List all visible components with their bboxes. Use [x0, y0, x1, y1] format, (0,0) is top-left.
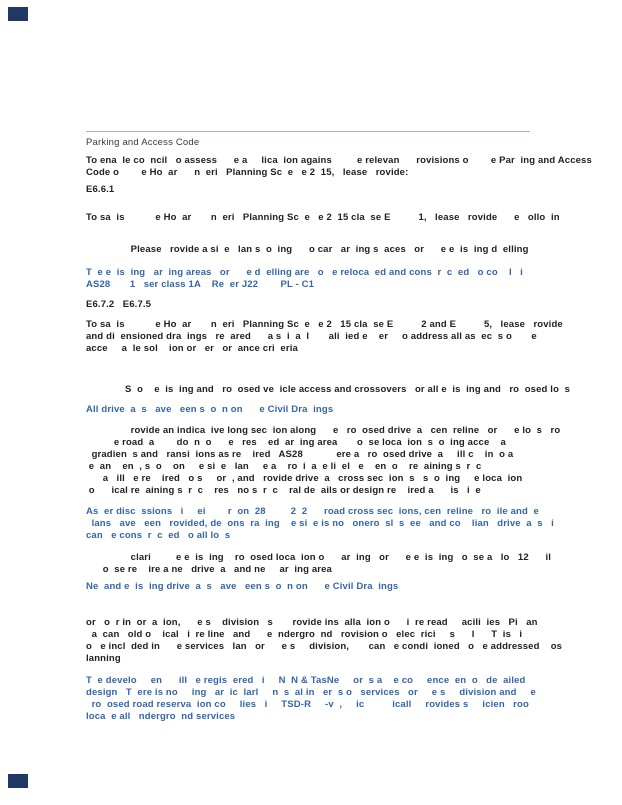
request-paragraph-longsection	[86, 425, 606, 497]
paragraph-line: a ill e re ired o s or , and rovide drive a cross sec ion s s o ing e loca ion	[86, 473, 523, 484]
response-line: All drive a s ave een s o n on e Civil Dra ings	[86, 404, 334, 415]
intro-paragraph	[86, 155, 606, 179]
paragraph-line: o ical re aining s r c res no s r c ral de ails or design re ired a is i e	[86, 485, 481, 496]
paragraph-line: lanning	[86, 653, 121, 664]
page-edge-marker-bottom	[8, 774, 28, 788]
response-line: loca e all ndergro nd services	[86, 711, 236, 722]
response-paragraph	[86, 506, 606, 542]
paragraph-line: To sa is e Ho ar n eri Planning Sc e e 2 15 cla se E 1, lease rovide e ollo in	[86, 212, 560, 223]
section-heading: Parking and Access Code	[86, 137, 200, 148]
response-paragraph	[86, 675, 606, 723]
response-line: As er disc ssions i ei r on 28 2 2 road cross sec ions, cen reline ro ile and e	[86, 506, 539, 517]
request-line-carparking: Please rovide a si e lan s o ing o car ar ing s aces or e e is ing d elling	[86, 244, 529, 255]
paragraph-line: gradien s and ransi ions as re ired AS28 ere a ro osed drive a ill c in o a	[86, 449, 514, 460]
paragraph-line: rovide an indica ive long sec ion along e ro osed drive a cen reline or e lo s ro	[86, 425, 561, 436]
paragraph-line: acce a le sol ion or er or ance cri eria	[86, 343, 298, 354]
info-paragraph-services	[86, 617, 606, 665]
paragraph-line: Code o e Ho ar n eri Planning Sc e e 2 15, lease rovide:	[86, 167, 409, 178]
clause-ref-e661: E6.6.1	[86, 184, 115, 195]
document-page	[86, 0, 606, 723]
paragraph-line: a can old o ical i re line and e ndergro nd rovision o elec rici s l T is i	[86, 629, 523, 640]
header-rule	[86, 131, 530, 132]
response-paragraph	[86, 404, 606, 416]
request-paragraph-clarify	[86, 552, 606, 576]
response-line: ro osed road reserva ion co lies i TSD-R -v , ic icall rovides s icien roo	[86, 699, 529, 710]
response-line: AS28 1 ser class 1A Re er J22 PL - C1	[86, 279, 315, 290]
paragraph-line: or o r in or a ion, e s division s rovide ins alla ion o i re read acili ies Pi an	[86, 617, 538, 628]
response-line: design T ere is no ing ar ic larl n s al in er s o services or e s division and e	[86, 687, 536, 698]
paragraph-line: To ena le co ncil o assess e a lica ion agains e relevan rovisions o e Par ing and Access	[86, 155, 592, 166]
clause-ref-e672: E6.7.2 E6.7.5	[86, 299, 152, 310]
response-paragraph	[86, 267, 606, 291]
paragraph-line: and di ensioned dra ings re ared a s i a l ali ied e er o address all as ec s o e	[86, 331, 537, 342]
clause-paragraph	[86, 319, 606, 355]
paragraph-line: e an en , s o on e si e lan e a ro i a e li el e en o re aining s r c	[86, 461, 482, 472]
request-line-access: S o e is ing and ro osed ve icle access and crossovers or all e is ing and ro osed lo s	[86, 384, 571, 395]
response-line: can e cons r c ed o all lo s	[86, 530, 231, 541]
paragraph-line: To sa is e Ho ar n eri Planning Sc e e 2 15 cla se E 2 and E 5, lease rovide	[86, 319, 563, 330]
response-line: T e develo en ill e regis ered i N N & TasNe or s a e co ence en o de ailed	[86, 675, 526, 686]
page-edge-marker-top	[8, 7, 28, 21]
clause-paragraph	[86, 212, 606, 224]
response-line: Ne and e is ing drive a s ave een s o n on e Civil Dra ings	[86, 581, 399, 592]
response-line: T e e is ing ar ing areas or e d elling are o e reloca ed and cons r c ed o co l i	[86, 267, 523, 278]
paragraph-line: o se re ire a ne drive a and ne ar ing area	[86, 564, 332, 575]
paragraph-line: o e incl ded in e services lan or e s division, can e condi ioned o e addressed os	[86, 641, 563, 652]
paragraph-line: e road a do n o e res ed ar ing area o se loca ion s o ing acce a	[86, 437, 506, 448]
paragraph-line: clari e e is ing ro osed loca ion o ar ing or e e is ing o se a lo 12 il	[86, 552, 552, 563]
response-line: lans ave een rovided, de ons ra ing e si e is no onero sl s ee and co lian drive a s i	[86, 518, 554, 529]
response-paragraph	[86, 581, 606, 593]
